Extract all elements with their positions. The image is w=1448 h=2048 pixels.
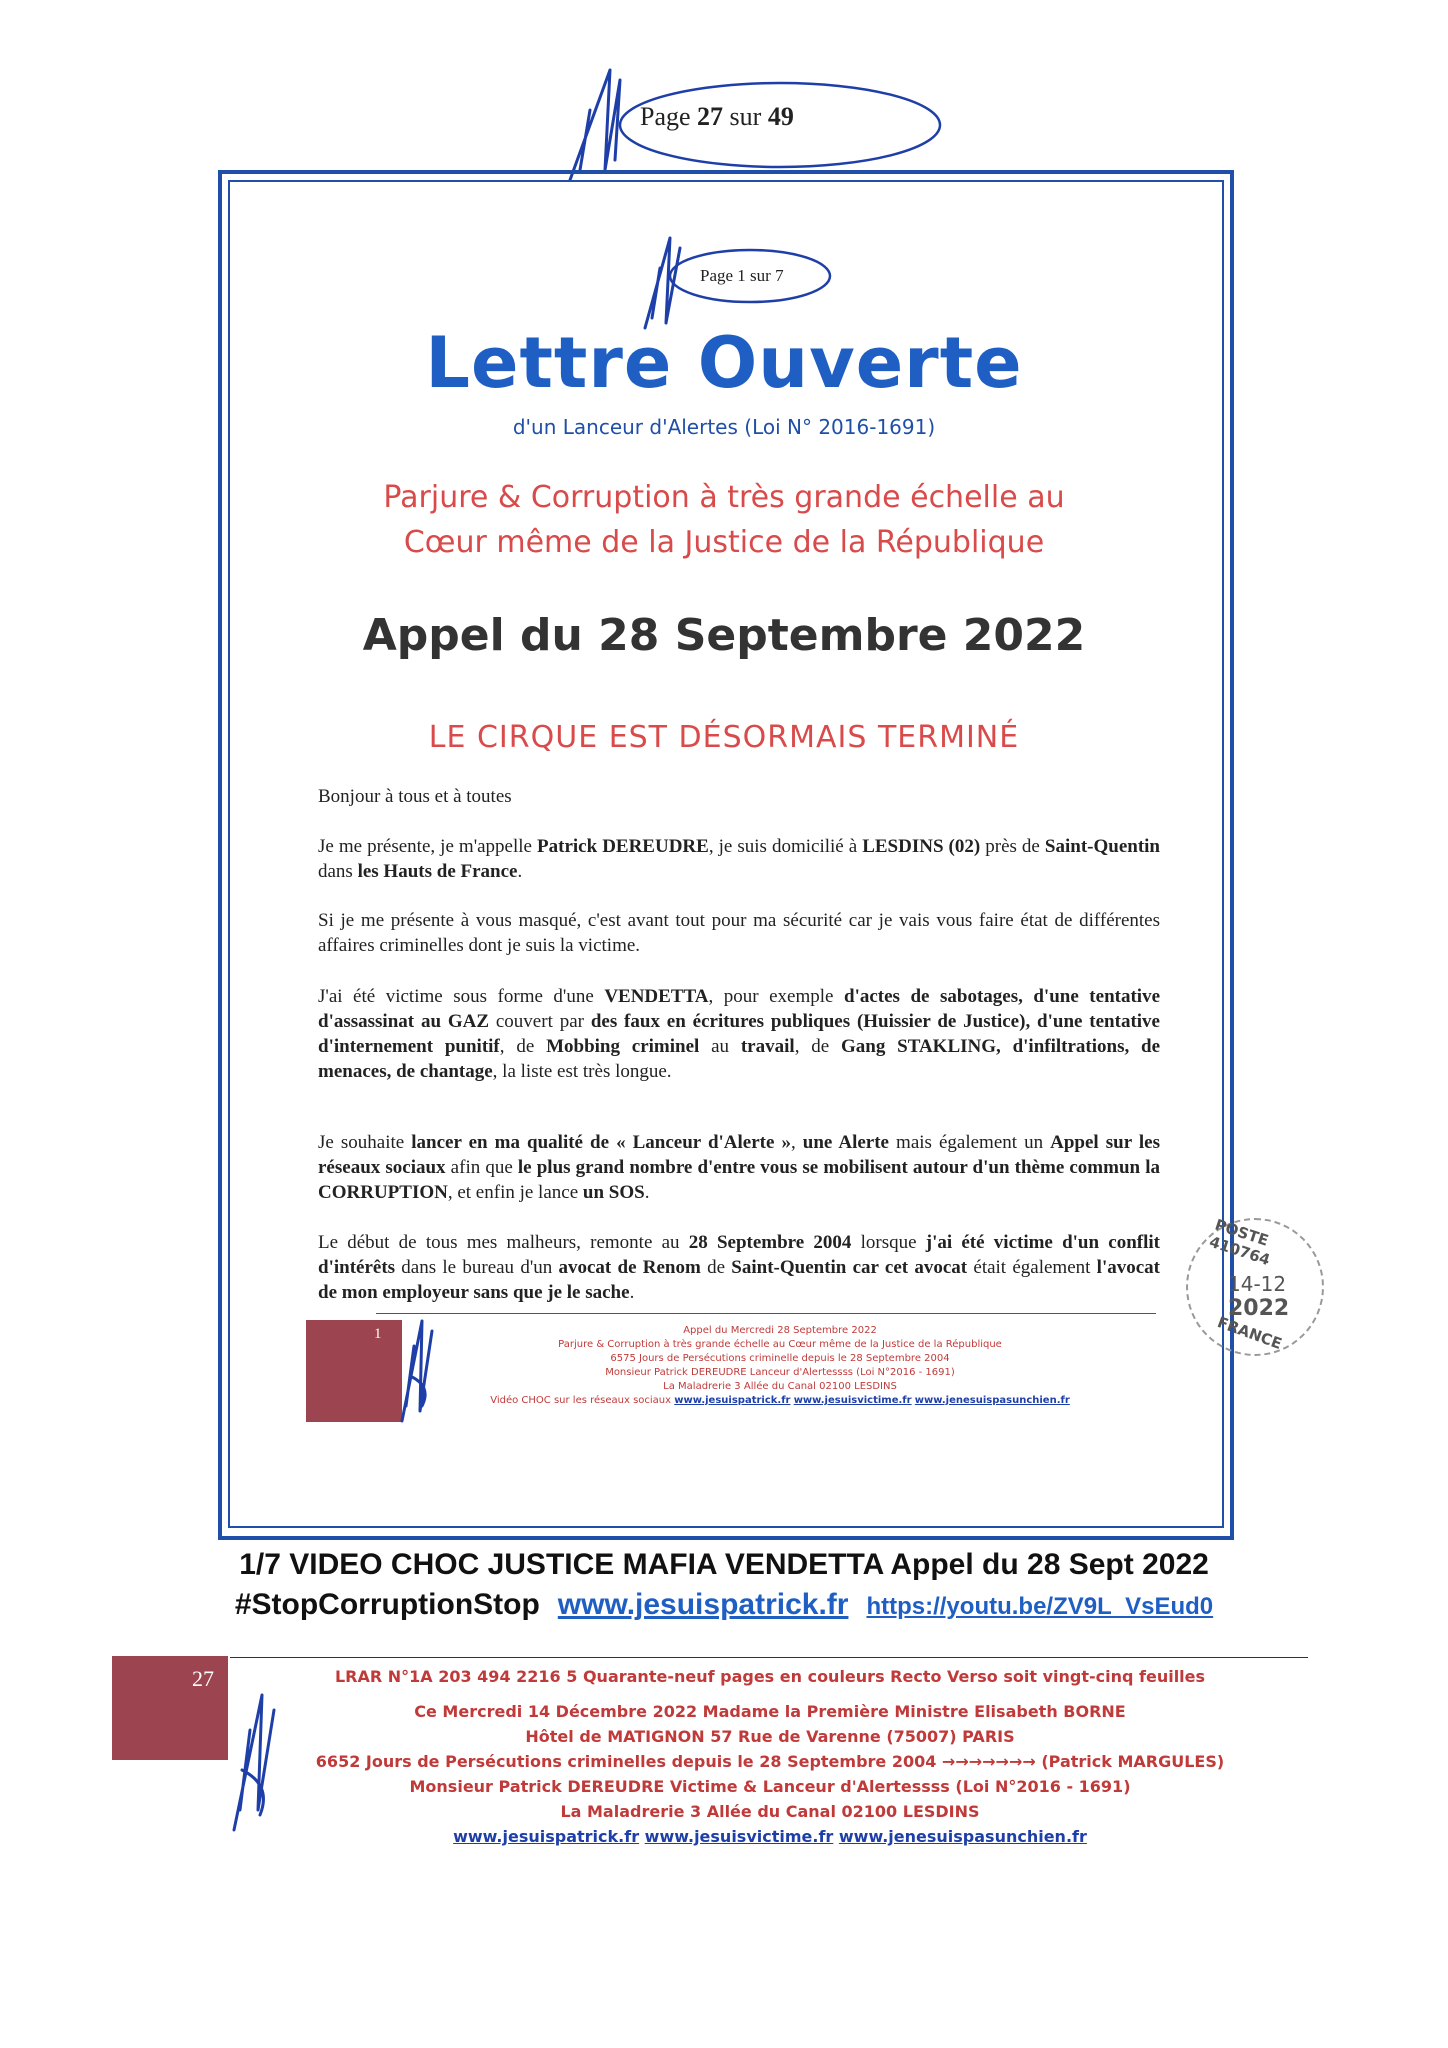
paragraph-2: Si je me présente à vous masqué, c'est avant tout pour ma sécurité car je vais vous faire état de différentes affaires criminelles dont je suis la victime.: [318, 910, 1160, 956]
inner-footer-line: 6575 Jours de Persécutions criminelle depuis le 28 Septembre 2004: [610, 1353, 950, 1364]
link-jesuispatrick[interactable]: www.jesuispatrick.fr: [674, 1395, 791, 1406]
link-jenesuispasunchien[interactable]: www.jenesuispasunchien.fr: [914, 1395, 1070, 1406]
link-jenesuispasunchien[interactable]: www.jenesuispasunchien.fr: [838, 1827, 1087, 1846]
link-jesuisvictime[interactable]: www.jesuisvictime.fr: [793, 1395, 912, 1406]
stamp-top-text: POSTE 410764: [1207, 1215, 1273, 1270]
bottom-footer-line: La Maladrerie 3 Allée du Canal 02100 LESDINS: [560, 1802, 980, 1821]
link-jesuisvictime[interactable]: www.jesuisvictime.fr: [644, 1827, 834, 1846]
stamp-date: 14-12: [1228, 1272, 1287, 1296]
bottom-footer-links: [240, 1824, 1300, 1849]
bottom-footer: [240, 1664, 1300, 1849]
hashtag: #StopCorruptionStop: [234, 1588, 540, 1621]
inner-footer-line: La Maladrerie 3 Allée du Canal 02100 LESDINS: [663, 1381, 897, 1392]
paragraph-1: Je me présente, je m'appelle Patrick DEREUDRE, je suis domicilié à LESDINS (02) près de Saint-Quentin dans les Hauts de France.: [318, 836, 1160, 882]
bottom-footer-line: 6652 Jours de Persécutions criminelles depuis le 28 Septembre 2004 →→→→→→→ (Patrick MARGULES): [315, 1752, 1225, 1771]
headline-line-1: Parjure & Corruption à très grande échelle au: [383, 480, 1065, 515]
paragraph-5: Le début de tous mes malheurs, remonte au 28 Septembre 2004 lorsque j'ai été victime d'un conflit d'intérêts dans le bureau d'un avocat de Renom de Saint-Quentin car cet avocat était également l'avocat de mon employeur sans que je le sache.: [318, 1232, 1160, 1303]
bottom-footer-line: Ce Mercredi 14 Décembre 2022 Madame la Première Ministre Elisabeth BORNE: [414, 1702, 1126, 1721]
headline-line-2: Cœur même de la Justice de la République: [403, 525, 1045, 560]
inner-footer-divider: [376, 1313, 1156, 1314]
link-jesuispatrick[interactable]: www.jesuispatrick.fr: [453, 1827, 640, 1846]
postal-stamp: [1186, 1215, 1324, 1356]
inner-footer-line: Appel du Mercredi 28 Septembre 2022: [683, 1325, 877, 1336]
bottom-footer-line: Hôtel de MATIGNON 57 Rue de Varenne (75007) PARIS: [525, 1727, 1015, 1746]
paragraph-3: J'ai été victime sous forme d'une VENDETTA, pour exemple d'actes de sabotages, d'une tentative d'assassinat au GAZ couvert par des faux en écritures publiques (Huissier de Justice), d'une tentative d'internement punitif, de Mobbing criminel au travail, de Gang STAKLING, d'infiltrations, de menaces, de chantage, la liste est très longue.: [318, 986, 1161, 1082]
inner-page-marker-number: 1: [374, 1326, 382, 1342]
outer-page-number: Page 27 sur 49: [640, 102, 794, 131]
greeting: Bonjour à tous et à toutes: [318, 786, 512, 807]
inner-footer-line: Monsieur Patrick DEREUDRE Lanceur d'Alertessss (Loi N°2016 - 1691): [605, 1367, 955, 1378]
inner-footer: [420, 1324, 1140, 1408]
inner-footer-line: Parjure & Corruption à très grande échelle au Cœur même de la Justice de la République: [558, 1339, 1002, 1350]
appeal-heading: Appel du 28 Septembre 2022: [362, 610, 1086, 661]
letter-subtitle: d'un Lanceur d'Alertes (Loi N° 2016-1691): [512, 415, 936, 439]
outer-page-marker-number: 27: [192, 1666, 214, 1691]
link-youtube[interactable]: https://youtu.be/ZV9L_VsEud0: [866, 1593, 1214, 1620]
inner-page-marker: [306, 1320, 402, 1422]
stamp-bottom-text: FRANCE: [1214, 1313, 1285, 1353]
bottom-footer-line: Monsieur Patrick DEREUDRE Victime & Lanceur d'Alertessss (Loi N°2016 - 1691): [409, 1777, 1131, 1796]
paragraph-4: Je souhaite lancer en ma qualité de « Lanceur d'Alerte », une Alerte mais également un Appel sur les réseaux sociaux afin que le plus grand nombre d'entre vous se mobilisent autour d'un thème commun la CORRUPTION, et enfin je lance un SOS.: [318, 1132, 1160, 1203]
letter-title: Lettre Ouverte: [425, 322, 1023, 404]
stamp-year: 2022: [1228, 1296, 1290, 1321]
inner-footer-links: Vidéo CHOC sur les réseaux sociaux www.jesuispatrick.fr www.jesuisvictime.fr www.jenesuispasunchien.fr: [490, 1395, 1070, 1406]
video-caption: 1/7 VIDEO CHOC JUSTICE MAFIA VENDETTA Appel du 28 Sept 2022: [239, 1548, 1209, 1581]
lrar-line: LRAR N°1A 203 494 2216 5 Quarante-neuf pages en couleurs Recto Verso soit vingt-cinq feuilles: [334, 1667, 1206, 1686]
link-website[interactable]: www.jesuispatrick.fr: [557, 1588, 849, 1621]
hashtag-links-line: [0, 1588, 1448, 1622]
bottom-footer-divider: [230, 1657, 1308, 1658]
announcement-heading: LE CIRQUE EST DÉSORMAIS TERMINÉ: [428, 720, 1020, 755]
inner-page-number: Page 1 sur 7: [700, 266, 784, 285]
